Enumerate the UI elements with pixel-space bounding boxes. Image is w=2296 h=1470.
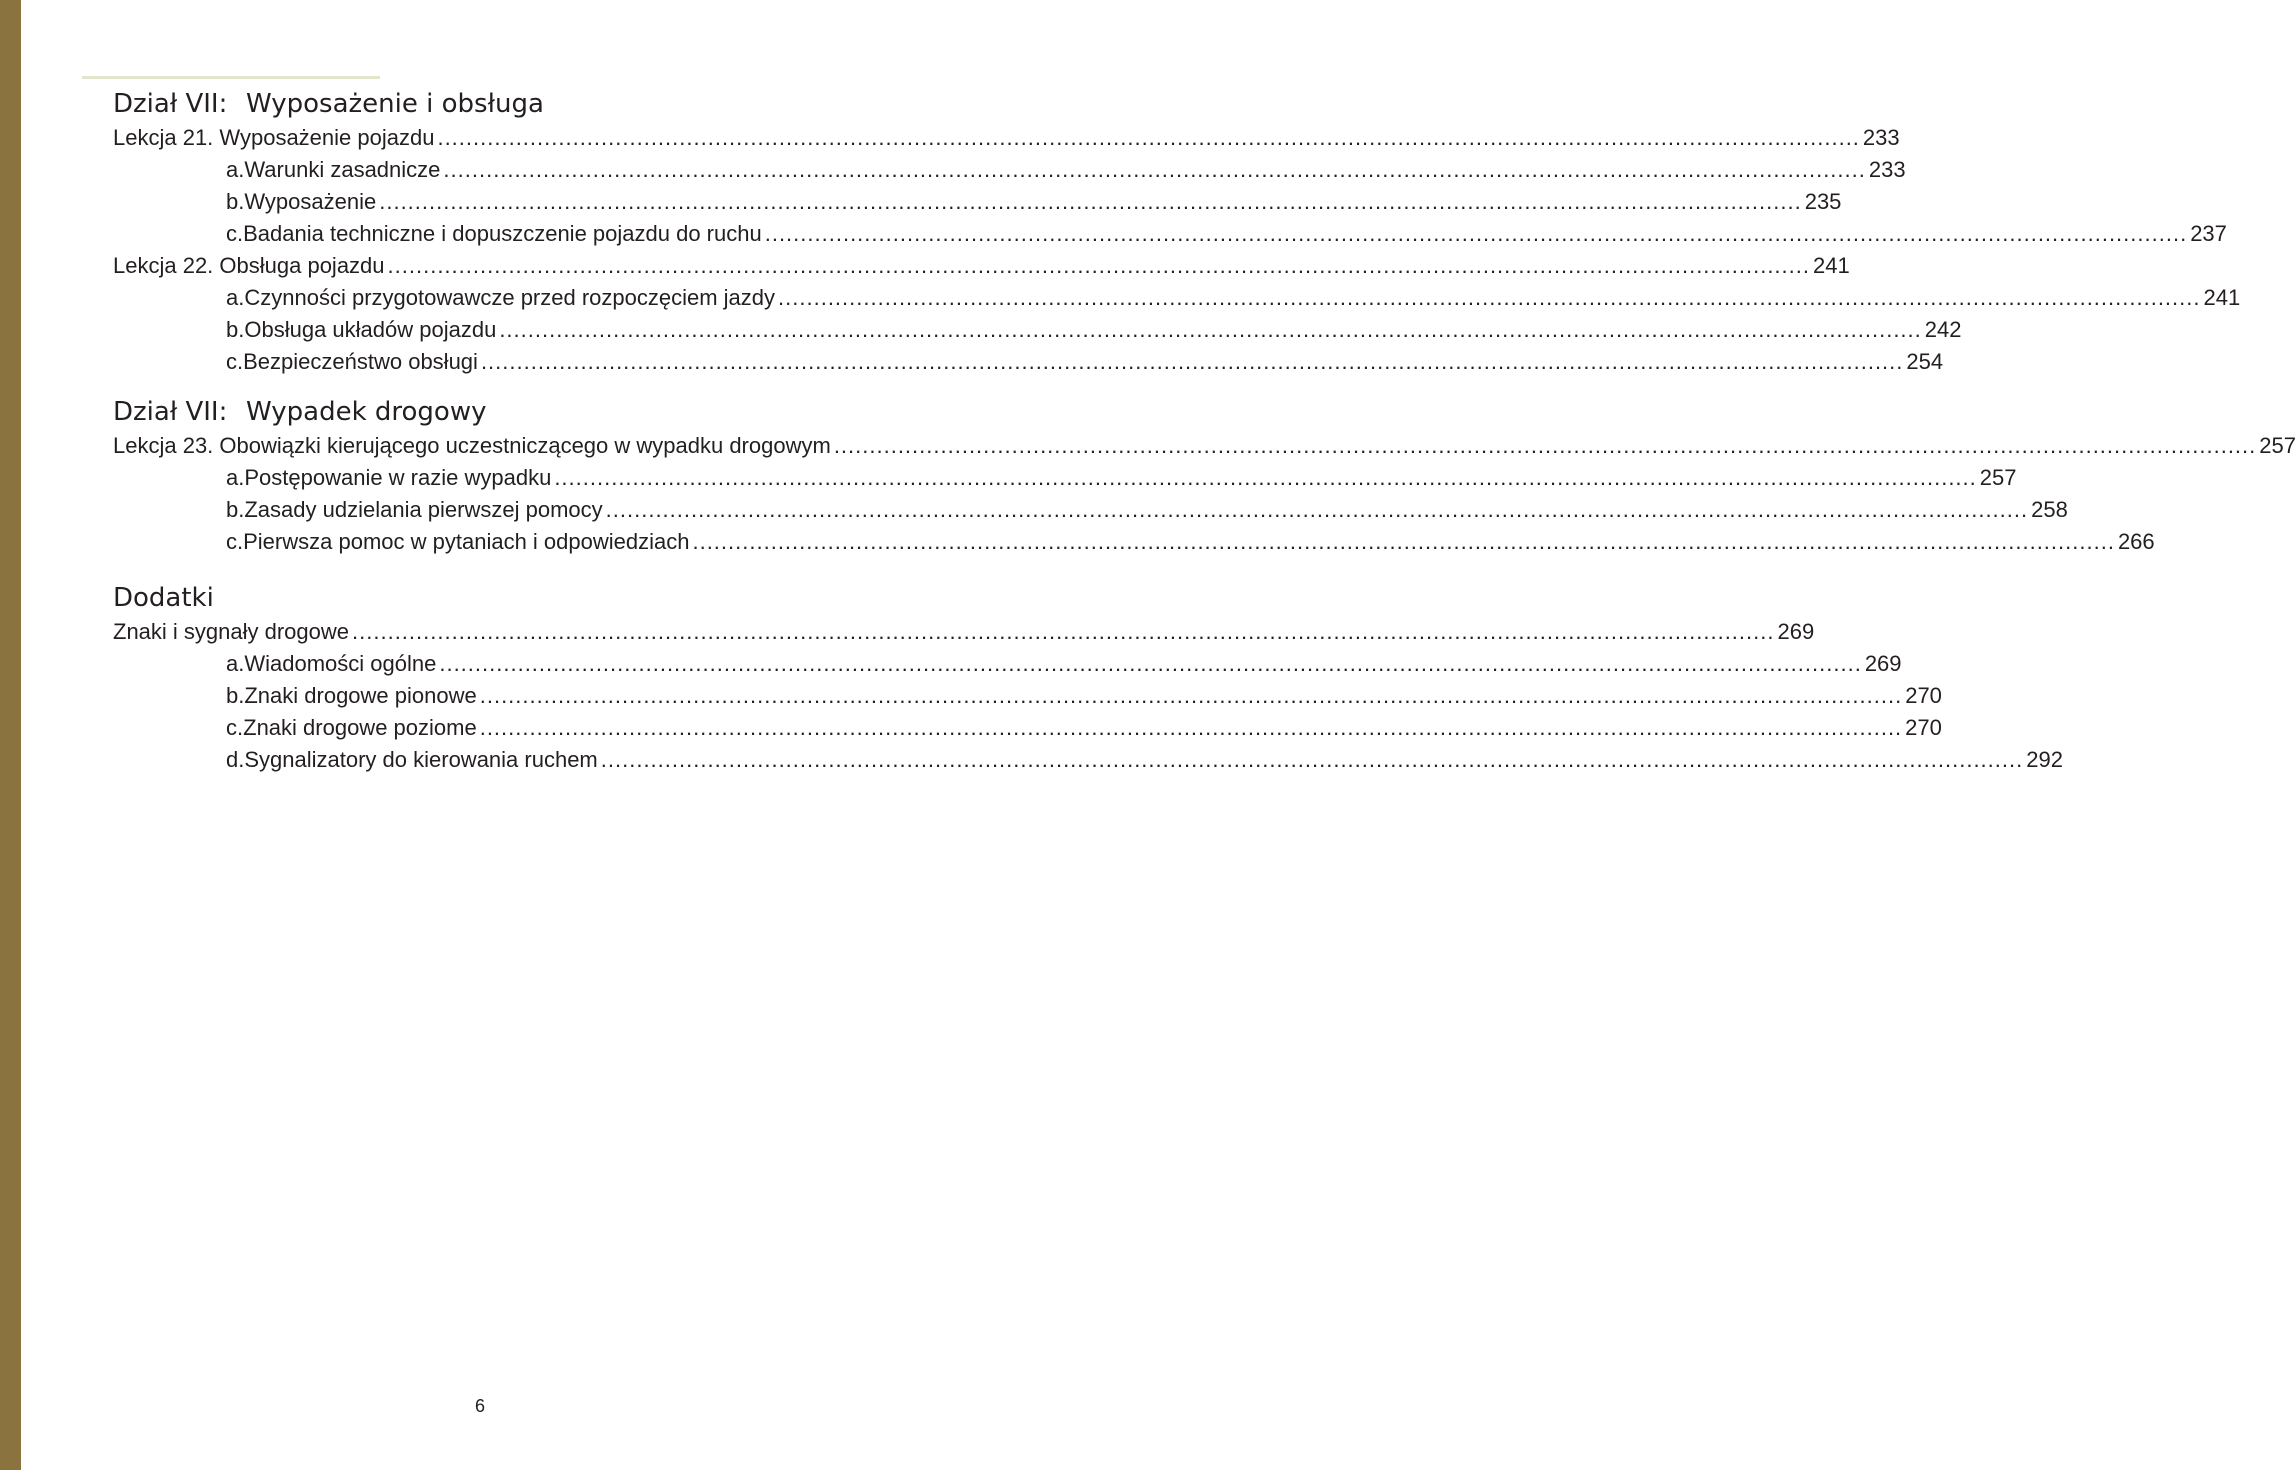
toc-entry-marker: b. [226,189,245,214]
toc-entry-page: 258 [2031,497,2068,522]
dot-leader: ........................................................................................................................................................................................................ [554,465,1977,490]
toc-entry-label: Czynności przygotowawcze przed rozpoczęciem jazdy [244,285,776,310]
toc-entry-marker: c. [226,221,244,246]
toc-entry-page: 266 [2117,529,2155,554]
toc-entry-label: Obsługa układów pojazdu [244,317,497,342]
toc-entry-page: 242 [1924,317,1962,342]
toc-subentry[interactable] [113,680,1942,712]
toc-subentry[interactable] [113,648,1902,680]
toc-entry-marker: b. [226,497,245,522]
toc-entry-marker: c. [226,715,244,740]
toc-entry-label: Znaki drogowe pionowe [244,683,477,708]
toc-entry-page: 254 [1906,349,1944,374]
dot-leader: ........................................................................................................................................................................................................ [692,529,2115,554]
toc-entry-label: Lekcja 22. Obsługa pojazdu [113,253,385,278]
section-title: Wyposażenie i obsługa [246,89,544,119]
toc-entry-label: Badania techniczne i dopuszczenie pojazdu do ruchu [243,221,762,246]
dot-leader: ........................................................................................................................................................................................................ [443,157,1866,182]
section-heading [113,580,956,616]
toc-subentry[interactable] [113,186,1842,218]
toc-entry-page: 270 [1905,715,1942,740]
section-number: Dział VII: [113,89,228,119]
toc-entry-page: 233 [1862,125,1900,150]
toc-entry-page: 292 [2026,747,2063,772]
toc-entry-label: Pierwsza pomoc w pytaniach i odpowiedziach [243,529,690,554]
toc-subentry[interactable] [113,712,1942,744]
toc-entry-marker: a. [226,157,245,182]
toc-entry-marker: a. [226,285,245,310]
section-title: Wypadek drogowy [246,397,487,427]
dot-leader: ........................................................................................................................................................................................................ [479,683,1903,708]
dot-leader: ........................................................................................................................................................................................................ [379,189,1802,214]
dot-leader: ........................................................................................................................................................................................................ [439,651,1862,676]
toc-entry-label: Postępowanie w razie wypadku [244,465,552,490]
page-number: 6 [474,1396,485,1416]
toc-subentry[interactable] [113,494,2068,526]
dot-leader: ........................................................................................................................................................................................................ [479,715,1903,740]
toc-entry-page: 237 [2190,221,2227,246]
toc-entry-page: 257 [2259,433,2296,458]
section-spacer [113,378,956,394]
toc-entry-label: Sygnalizatory do kierowania ruchem [244,747,598,772]
toc-subentry[interactable] [113,744,2063,776]
toc-entry-page: 241 [2203,285,2241,310]
toc-subentry[interactable] [113,462,2017,494]
header-rule [82,76,380,79]
toc-entry[interactable] [113,616,1815,648]
dot-leader: ........................................................................................................................................................................................................ [437,125,1860,150]
dot-leader: ........................................................................................................................................................................................................ [833,433,2257,458]
section-spacer [113,558,956,580]
toc-subentry[interactable] [113,346,1944,378]
toc-entry-label: Warunki zasadnicze [244,157,441,182]
toc-entry-label: Zasady udzielania pierwszej pomocy [244,497,603,522]
dot-leader: ........................................................................................................................................................................................................ [605,497,2029,522]
book-spine-stripe [0,0,21,1470]
toc-entry-page: 270 [1905,683,1942,708]
toc-subentry[interactable] [113,526,2155,558]
toc-entry-label: Wiadomości ogólne [244,651,437,676]
toc-entry-label: Wyposażenie [244,189,377,214]
toc-entry-marker: a. [226,465,245,490]
toc-entry-page: 233 [1868,157,1906,182]
toc-entry-page: 235 [1804,189,1842,214]
section-title: Dodatki [113,583,214,613]
toc-subentry[interactable] [113,154,1906,186]
toc-entry-page: 269 [1777,619,1815,644]
toc-entry-label: Bezpieczeństwo obsługi [243,349,478,374]
toc-entry-marker: d. [226,747,245,772]
toc-subentry[interactable] [113,218,2227,250]
toc-entry-label: Znaki i sygnały drogowe [113,619,350,644]
toc-subentry[interactable] [113,282,2241,314]
table-of-contents [113,86,2296,776]
toc-entry[interactable] [113,250,1850,282]
dot-leader: ........................................................................................................................................................................................................ [499,317,1922,342]
dot-leader: ........................................................................................................................................................................................................ [600,747,2024,772]
dot-leader: ........................................................................................................................................................................................................ [352,619,1775,644]
dot-leader: ........................................................................................................................................................................................................ [387,253,1810,278]
dot-leader: ........................................................................................................................................................................................................ [764,221,2188,246]
toc-entry-marker: b. [226,683,245,708]
toc-entry-label: Lekcja 23. Obowiązki kierującego uczestniczącego w wypadku drogowym [113,433,831,458]
section-number: Dział VII: [113,397,228,427]
toc-entry-page: 241 [1813,253,1850,278]
toc-subentry[interactable] [113,314,1962,346]
dot-leader: ........................................................................................................................................................................................................ [480,349,1904,374]
toc-entry-marker: c. [226,349,244,374]
toc-entry-marker: a. [226,651,245,676]
section-heading [113,394,956,430]
toc-entry[interactable] [113,430,2296,462]
toc-entry-page: 257 [1979,465,2017,490]
dot-leader: ........................................................................................................................................................................................................ [778,285,2201,310]
toc-entry[interactable] [113,122,1900,154]
toc-entry-page: 269 [1864,651,1902,676]
section-heading [113,86,956,122]
toc-entry-label: Lekcja 21. Wyposażenie pojazdu [113,125,435,150]
toc-entry-marker: c. [226,529,244,554]
toc-entry-marker: b. [226,317,245,342]
toc-entry-label: Znaki drogowe poziome [243,715,477,740]
